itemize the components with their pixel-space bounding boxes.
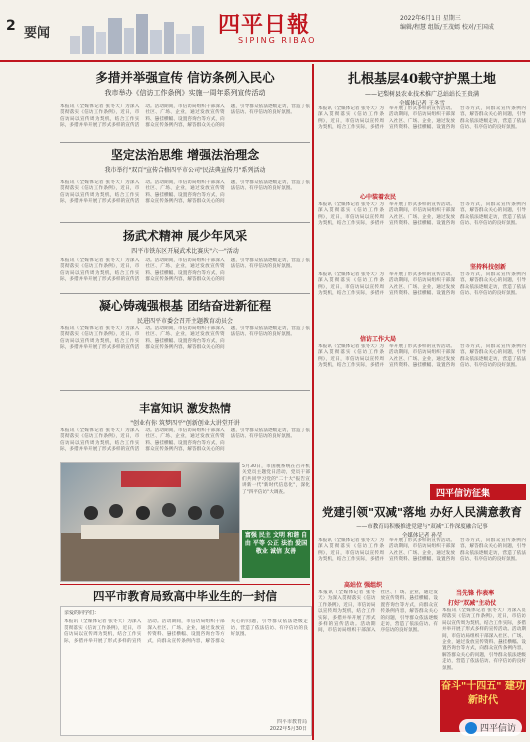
article-5 xyxy=(60,400,310,427)
subheading-3: 信访工作大局 xyxy=(360,336,397,343)
divider xyxy=(60,222,310,223)
article-2-subtitle: 我市举行"双百"宣传合格四平市公司"民法典宣传月"系列活动 xyxy=(104,167,266,174)
article-3-title: 扬武术精神 展少年风采 xyxy=(122,229,248,243)
subheading-2: 坚持科技创新 xyxy=(470,264,507,271)
right-article-2-subtitle: ——市教育局积极推进党建与"双减"工作深度融合记事 xyxy=(356,524,488,530)
article-4-body: 本报讯（全媒体记者 张冬天）为深入贯彻落实《信访工作条例》，近日，市信访局以宣传周为契机，结合工作实际，多措并举开展了形式多样的宣传活动。活动期间，市信访局组织干部深入社区、广场、企业，通过发放宣传资料、悬挂横幅、设置咨询台等方式，向群众宣传条例内容，解答群众关心的问题，引导群众依法逐级走访，营造了依法信访、有序信访的良好氛围。 xyxy=(60,326,310,351)
letter-signature: 四平市教育局 xyxy=(276,718,307,725)
subheading-4: 高站位 强组织 xyxy=(344,582,383,589)
subheading-1: 心中装着农民 xyxy=(360,194,397,201)
masthead-rule xyxy=(0,60,530,62)
watermark-label: 四平信访 xyxy=(479,724,516,734)
weibo-icon xyxy=(465,722,477,734)
watermark xyxy=(459,719,522,736)
article-5-title: 丰富知识 激发热情 xyxy=(139,402,231,415)
right-article-1-subtitle: ——记梨树县农业技术推广总站站长王贵满 xyxy=(364,91,479,98)
newspaper-logo-sub: SIPING RIBAO xyxy=(238,36,317,45)
section-label: 要闻 xyxy=(24,26,51,41)
letter-date: 2022年5月30日 xyxy=(269,725,307,732)
letter-body: 本报讯（全媒体记者 张冬天）为深入贯彻落实《信访工作条例》，近日，市信访局以宣传周为契机，结合工作实际，多措并举开展了形式多样的宣传活动。活动期间，市信访局组织干部深入社区、广场、企业，通过发放宣传资料、悬挂横幅、设置咨询台等方式，向群众宣传条例内容，解答群众关心的问题，引导群众依法逐级走访，营造了依法信访、有序信访的良好氛围。 xyxy=(64,619,308,644)
meeting-photo-graphic xyxy=(61,463,239,581)
column-rule xyxy=(312,64,314,740)
letter-salutation: 亲爱的同学们： xyxy=(64,610,100,616)
article-2 xyxy=(60,146,310,174)
article-1 xyxy=(60,68,310,98)
article-2-title: 坚定法治思维 增强法治理念 xyxy=(110,148,260,162)
right-article-2-body-3: 本报讯（全媒体记者 张冬天）为深入贯彻落实《信访工作条例》，近日，市信访局以宣传周为契机，结合工作实际，多措并举开展了形式多样的宣传活动。活动期间，市信访局组织干部深入社区、广场、企业，通过发放宣传资料、悬挂横幅、设置咨询台等方式，向群众宣传条例内容，解答群众关心的问题，引导群众依法逐级走访，营造了依法信访、有序信访的良好氛围。 xyxy=(442,608,526,671)
right-article-2 xyxy=(318,504,526,539)
page-number: 2 xyxy=(6,18,16,34)
right-article-1-body: 本报讯（全媒体记者 张冬天）为深入贯彻落实《信访工作条例》，近日，市信访局以宣传周为契机，结合工作实际，多措并举开展了形式多样的宣传活动。活动期间，市信访局组织干部深入社区、广场、企业，通过发放宣传资料、悬挂横幅、设置咨询台等方式，向群众宣传条例内容，解答群众关心的问题，引导群众依法逐级走访，营造了依法信访、有序信访的良好氛围。 xyxy=(318,106,526,131)
dateline-editors: 编辑/程慧 组版/王茂嫣 校对/王国成 xyxy=(400,24,494,31)
right-article-2-title: 党建引领"双减"落地 办好人民满意教育 xyxy=(322,505,522,519)
promo-banner: 奋斗"十四五" 建功新时代 xyxy=(440,680,526,732)
series-banner-label: 四平信访征集 xyxy=(436,489,491,499)
article-5-subtitle: "创业有你 筑梦四平"创新创业大讲堂开讲 xyxy=(130,420,240,427)
article-1-title: 多措并举强宣传 信访条例入民心 xyxy=(95,70,275,85)
article-3-subtitle: 四平市铁东区开展武术比赛庆"六一"活动 xyxy=(131,248,239,255)
article-6-title: 四平市教育局致高中毕业生的一封信 xyxy=(93,589,277,603)
right-article-1-body-2: 本报讯（全媒体记者 张冬天）为深入贯彻落实《信访工作条例》，近日，市信访局以宣传周为契机，结合工作实际，多措并举开展了形式多样的宣传活动。活动期间，市信访局组织干部深入社区、广场、企业，通过发放宣传资料、悬挂横幅、设置咨询台等方式，向群众宣传条例内容，解答群众关心的问题，引导群众依法逐级走访，营造了依法信访、有序信访的良好氛围。 xyxy=(318,202,526,227)
right-article-2-byline: 全媒体记者 孙莹 xyxy=(401,533,443,539)
city-skyline-graphic xyxy=(70,6,210,54)
article-4-subtitle: 民进四平市委会召开主题教育动员会 xyxy=(136,318,233,325)
news-photo xyxy=(60,462,240,582)
right-article-1-byline: 全媒体记者 王冬雪 xyxy=(399,101,445,107)
letter-box xyxy=(60,606,312,736)
divider xyxy=(60,390,310,391)
divider xyxy=(60,584,310,585)
article-1-subtitle: 我市举办《信访工作条例》实施一周年系列宣传活动 xyxy=(104,89,266,97)
right-article-1-title: 扎根基层40载守护黑土地 xyxy=(347,72,497,87)
right-article-1-body-4: 本报讯（全媒体记者 张冬天）为深入贯彻落实《信访工作条例》，近日，市信访局以宣传周为契机，结合工作实际，多措并举开展了形式多样的宣传活动。活动期间，市信访局组织干部深入社区、广场、企业，通过发放宣传资料、悬挂横幅、设置咨询台等方式，向群众宣传条例内容，解答群众关心的问题，引导群众依法逐级走访，营造了依法信访、有序信访的良好氛围。 xyxy=(318,344,526,369)
newspaper-logo: 四平日報 xyxy=(218,12,311,38)
article-2-body: 本报讯（全媒体记者 张冬天）为深入贯彻落实《信访工作条例》，近日，市信访局以宣传周为契机，结合工作实际，多措并举开展了形式多样的宣传活动。活动期间，市信访局组织干部深入社区、广场、企业，通过发放宣传资料、悬挂横幅、设置咨询台等方式，向群众宣传条例内容，解答群众关心的问题，引导群众依法逐级走访，营造了依法信访、有序信访的良好氛围。 xyxy=(60,180,310,205)
article-4 xyxy=(60,297,310,325)
article-3 xyxy=(60,227,310,255)
dateline xyxy=(400,14,526,32)
core-values-banner: 富强 民主 文明 和谐 自由 平等 公正 法治 爱国 敬业 诚信 友善 xyxy=(242,530,310,578)
subheading-6: 打好"双减"主动仗 xyxy=(448,600,497,607)
article-1-body: 本报讯（全媒体记者 张冬天）为深入贯彻落实《信访工作条例》，近日，市信访局以宣传周为契机，结合工作实际，多措并举开展了形式多样的宣传活动。活动期间，市信访局组织干部深入社区、广场、企业，通过发放宣传资料、悬挂横幅、设置咨询台等方式，向群众宣传条例内容，解答群众关心的问题，引导群众依法逐级走访，营造了依法信访、有序信访的良好氛围。 xyxy=(60,104,310,129)
right-article-2-body-2: 本报讯（全媒体记者 张冬天）为深入贯彻落实《信访工作条例》，近日，市信访局以宣传周为契机，结合工作实际，多措并举开展了形式多样的宣传活动。活动期间，市信访局组织干部深入社区、广场、企业，通过发放宣传资料、悬挂横幅、设置咨询台等方式，向群众宣传条例内容，解答群众关心的问题，引导群众依法逐级走访，营造了依法信访、有序信访的良好氛围。 xyxy=(318,590,438,634)
subheading-5: 当先锋 作表率 xyxy=(456,590,495,597)
dateline-date: 2022年6月1日 星期三 xyxy=(400,15,461,22)
right-article-2-body: 本报讯（全媒体记者 张冬天）为深入贯彻落实《信访工作条例》，近日，市信访局以宣传周为契机，结合工作实际，多措并举开展了形式多样的宣传活动。活动期间，市信访局组织干部深入社区、广场、企业，通过发放宣传资料、悬挂横幅、设置咨询台等方式，向群众宣传条例内容，解答群众关心的问题，引导群众依法逐级走访，营造了依法信访、有序信访的良好氛围。 xyxy=(318,538,526,563)
article-3-body: 本报讯（全媒体记者 张冬天）为深入贯彻落实《信访工作条例》，近日，市信访局以宣传周为契机，结合工作实际，多措并举开展了形式多样的宣传活动。活动期间，市信访局组织干部深入社区、广场、企业，通过发放宣传资料、悬挂横幅、设置咨询台等方式，向群众宣传条例内容，解答群众关心的问题，引导群众依法逐级走访，营造了依法信访、有序信访的良好氛围。 xyxy=(60,258,310,283)
article-4-title: 凝心铸魂强根基 团结奋进新征程 xyxy=(98,299,272,313)
right-article-1-body-3: 本报讯（全媒体记者 张冬天）为深入贯彻落实《信访工作条例》，近日，市信访局以宣传周为契机，结合工作实际，多措并举开展了形式多样的宣传活动。活动期间，市信访局组织干部深入社区、广场、企业，通过发放宣传资料、悬挂横幅、设置咨询台等方式，向群众宣传条例内容，解答群众关心的问题，引导群众依法逐级走访，营造了依法信访、有序信访的良好氛围。 xyxy=(318,272,526,297)
divider xyxy=(60,293,310,294)
right-article-1 xyxy=(318,68,526,107)
article-5-body: 本报讯（全媒体记者 张冬天）为深入贯彻落实《信访工作条例》，近日，市信访局以宣传周为契机，结合工作实际，多措并举开展了形式多样的宣传活动。活动期间，市信访局组织干部深入社区、广场、企业，通过发放宣传资料、悬挂横幅、设置咨询台等方式，向群众宣传条例内容，解答群众关心的问题，引导群众依法逐级走访，营造了依法信访、有序信访的良好氛围。 xyxy=(60,428,310,453)
photo-caption: 5月30日，市国税系统在召开机关党员主题党日活动，党员干部们共同学习党的"二十大"报告宣讲新一代"新时代信息化"，深化了"四平信访"大调查。 xyxy=(242,464,310,495)
divider xyxy=(60,142,310,143)
